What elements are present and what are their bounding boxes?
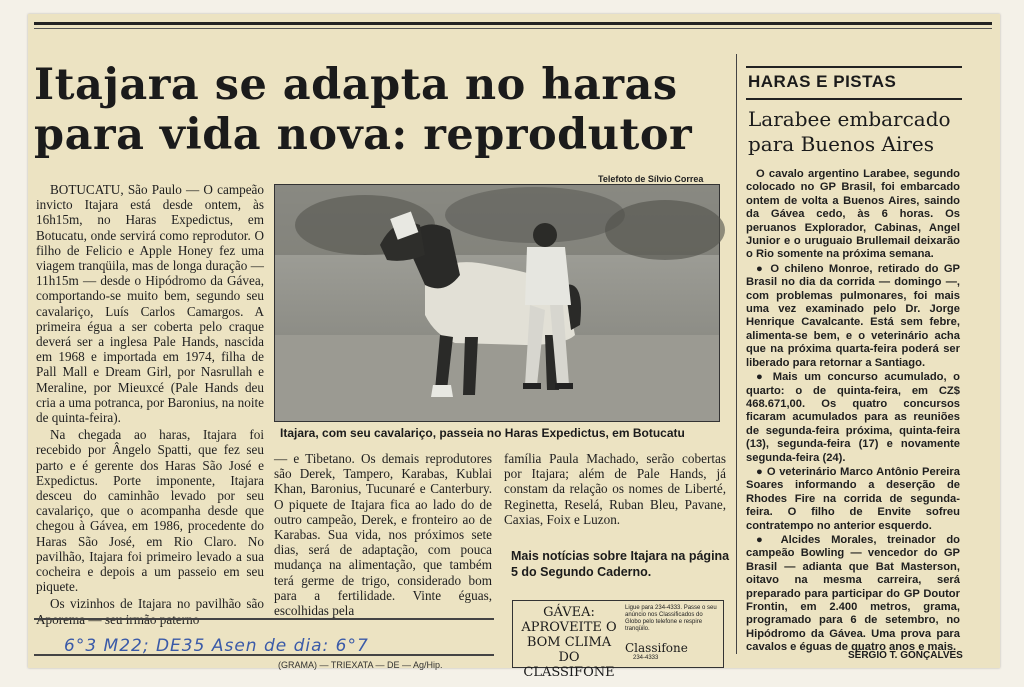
sidebar-body xyxy=(746,168,960,656)
article-paragraph: Na chegada ao haras, Itajara foi recebido por Ângelo Spatti, que fez seu parto e é gerente dos Haras São José e Expedictus. Porte imponente, Itajara desceu do caminhão levado por seu cavalariço, que o acompanha desde que chegou à Gávea, em 1986, procedente do Haras São José, em Rio Claro. No pavilhão, Itajara foi primeiro levado a sua cocheira e depois a um passeio em seu piquete. xyxy=(36,427,264,595)
horse-photo-illustration xyxy=(275,185,719,421)
column-divider xyxy=(736,54,737,654)
article-column-1 xyxy=(36,182,264,629)
ad-brand: Classifone xyxy=(625,641,688,655)
ad-slogan: GÁVEA: APROVEITE O BOM CLIMA DO CLASSIFONE xyxy=(521,605,617,680)
classifone-ad xyxy=(512,600,724,680)
cut-off-text: (GRAMA) — TRIEXATA — DE — Ag/Hip. xyxy=(278,660,443,670)
article-paragraph: — e Tibetano. Os demais reprodutores são Derek, Tampero, Karabas, Kublai Khan, Baronius, Tucunaré e Canterbury. O piquete de Itajara fica ao lado do de outro campeão, Derek, e fronteiro ao de Karabas. Sua vida, nos próximos sete dias, será de adaptação, com pouca mudança na alimentação, que também terá germe de trigo, considerado bom para a fertilidade. Vinte éguas, escolhidas pela xyxy=(274,451,492,619)
top-rule xyxy=(34,22,992,25)
sidebar-paragraph: ● O veterinário Marco Antônio Pereira Soares informando a deserção de Rhodes Fire na corrida de segunda-feira. O filho de Envite sofreu contratempo no anterior esquerdo. xyxy=(746,465,960,532)
sidebar-paragraph: O cavalo argentino Larabee, segundo colocado no GP Brasil, foi embarcado ontem de volta a Buenos Aires, saindo da Gávea cedo, às 6 horas. Os peruanos Explorador, Cabinas, Angel Junior e o uruguaio Brullemail deixarão o Rio somente na próxima semana. xyxy=(746,168,960,261)
sidebar-headline: Larabee embarcado para Buenos Aires xyxy=(748,107,951,156)
ad-phone: 234-4333 xyxy=(633,655,659,661)
photo-horse-and-groom xyxy=(274,184,720,422)
section-title: HARAS E PISTAS xyxy=(748,72,897,91)
section-rule-top xyxy=(746,66,962,68)
newspaper-clipping xyxy=(28,14,1000,680)
top-rule-thin xyxy=(34,28,992,29)
article-column-3 xyxy=(504,451,726,529)
photo-credit: Telefoto de Sílvio Correa xyxy=(598,174,704,184)
byline: SÉRGIO T. GONÇALVES xyxy=(848,650,963,661)
headline: Itajara se adapta no haras para vida nova: reprodutor xyxy=(34,60,693,160)
sidebar-paragraph: ● O chileno Monroe, retirado do GP Brasil no dia da corrida — domingo —, com problemas pulmonares, foi mais uma vez examinado pelo Dr. Jorge Henrique Cavalcante. Está sem febre, alimenta-se bem, e o veterinário acha que na próxima quarta-feira poderá ser liberado para retornar a Santiago. xyxy=(746,262,960,369)
sidebar-paragraph: ● Alcides Morales, treinador do campeão Bowling — vencedor do GP Brasil — adianta que Bat Masterson, oitavo na mesma carreira, será preparado para participar do GP Doutor Frontin, em 2.400 metros, grama, programado para 6 de setembro, no Hipódromo da Gávea. Uma prova para cavalos e éguas de quatro anos e mais. xyxy=(746,533,960,654)
more-news-note: Mais notícias sobre Itajara na página 5 do Segundo Caderno. xyxy=(511,549,730,579)
handwritten-note: 6°3 M22; DE35 Asen de dia: 6°7 xyxy=(64,636,369,656)
ad-text: Ligue para 234-4333. Passe o seu anúncio nos Classificados do Globo pelo telefone e respire tranqüilo. xyxy=(625,605,717,632)
article-paragraph: BOTUCATU, São Paulo — O campeão invicto Itajara está desde ontem, às 16h15m, no Haras Expedictus, em Botucatu, onde servirá como reprodutor. O filho de Felicio e Apple Honey fez uma viagem tranqüila, mas de longa duração — 11h15m — desde o Hipódromo da Gávea, comportando-se muito bem, segundo seu cavalariço, Luís Carlos Camargos. A primeira égua a ser coberta pelo craque deverá ser a inglesa Pale Hands, nascida em 1968 e importada em 1974, filha de Pall Mall e Dream Girl, por Nasrullah e Meraline, por Mieuxcé (Pale Hands deu cria a uma potranca, por Baronius, na noite de quinta-feira). xyxy=(36,182,264,426)
sidebar-paragraph: ● Mais um concurso acumulado, o quarto: o de quinta-feira, em CZ$ 468.671,00. Os quatro concursos ficaram acumulados para as reuniões de segunda-feira próxima, quinta-feira (13), segunda-feira (17) e novamente segunda-feira (24). xyxy=(746,371,960,464)
section-rule-bottom xyxy=(746,98,962,100)
bottom-rule xyxy=(34,618,494,620)
article-paragraph: Os vizinhos de Itajara no pavilhão são xyxy=(50,596,264,612)
article-column-2 xyxy=(274,451,492,620)
photo-caption: Itajara, com seu cavalariço, passeia no Haras Expedictus, em Botucatu xyxy=(280,426,685,440)
article-paragraph: família Paula Machado, serão cobertas por Itajara; além de Pale Hands, já constam da relação os nomes de Liberté, Reginetta, Reselá, Ruban Bleu, Pavane, Caxias, Foix e Luzon. xyxy=(504,451,726,527)
